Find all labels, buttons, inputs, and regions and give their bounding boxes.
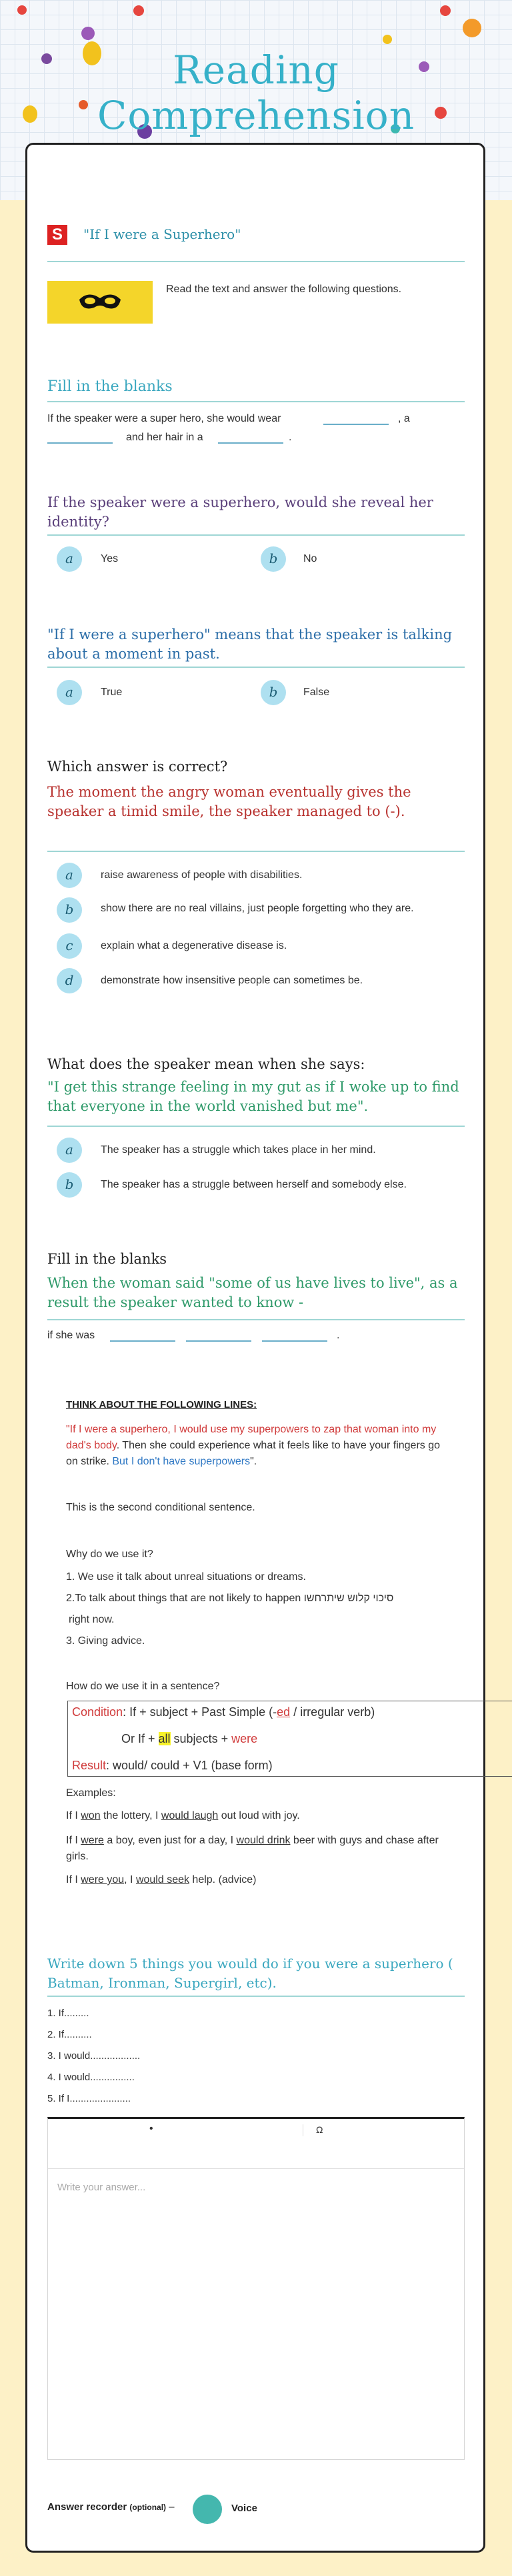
grammar-question: How do we use it in a sentence? xyxy=(66,1681,220,1692)
highlight-all: all xyxy=(158,1732,171,1745)
question-heading: Which answer is correct? xyxy=(47,759,228,775)
option-bubble[interactable]: a xyxy=(57,1138,82,1163)
option-bubble[interactable]: b xyxy=(57,897,82,923)
quote-text: . Then she could experience what it feels like to have your fingers go on strike. xyxy=(66,1440,441,1467)
result-label: Result xyxy=(72,1759,107,1772)
app-logo: S xyxy=(47,225,67,245)
sentence-text: . xyxy=(337,1330,340,1341)
example-verb: won xyxy=(81,1810,101,1821)
example-text: , I xyxy=(124,1874,136,1885)
question-heading: Fill in the blanks xyxy=(47,378,173,395)
example-verb: would drink xyxy=(236,1835,291,1846)
example-text: beer with guys and chase after girls. xyxy=(66,1835,439,1862)
option-label: No xyxy=(303,553,317,564)
option-label: Yes xyxy=(101,553,119,564)
sentence-text: , a xyxy=(398,413,410,424)
example-verb: would laugh xyxy=(161,1810,219,1821)
answer-line: 5. If I...................... xyxy=(47,2093,131,2104)
grammar-reason: 1. We use it talk about unreal situations or dreams. xyxy=(66,1571,306,1583)
condition-box xyxy=(67,1701,512,1777)
option-bubble[interactable]: b xyxy=(261,546,286,572)
answer-line: 2. If.......... xyxy=(47,2029,92,2040)
answer-editor xyxy=(47,2117,465,2460)
or-text: Or If + xyxy=(121,1732,159,1745)
answer-line: 1. If......... xyxy=(47,2008,89,2019)
option-bubble[interactable]: b xyxy=(261,680,286,705)
grammar-question: Why do we use it? xyxy=(66,1549,153,1560)
decor-dot xyxy=(133,5,144,16)
example-text: If I xyxy=(66,1810,81,1821)
question-text: "If I were a superhero" means that the speaker is talking about a moment in past. xyxy=(47,626,453,662)
divider xyxy=(47,851,465,852)
option-bubble[interactable]: a xyxy=(57,863,82,888)
superhero-mask-icon xyxy=(47,281,153,324)
example-line xyxy=(66,1833,453,1865)
condition-rule: : If + subject + Past Simple (- xyxy=(123,1705,277,1719)
example-verb: would seek xyxy=(135,1874,189,1885)
option-label: show there are no real villains, just people forgetting who they are. xyxy=(101,903,414,914)
example-verb: were you xyxy=(81,1874,125,1885)
blank-input[interactable] xyxy=(323,424,389,425)
quote-red-text: "If I were a superhero, I would use my superpowers to zap that woman into my dad's body xyxy=(66,1424,437,1451)
divider xyxy=(47,401,465,402)
example-text: If I xyxy=(66,1874,81,1885)
example-line xyxy=(66,1810,446,1822)
voice-record-button[interactable] xyxy=(193,2495,222,2524)
question-text: Write down 5 things you would do if you were a superhero ( Batman, Ironman, Supergirl, etc). xyxy=(47,1956,453,1991)
sentence-text: If the speaker were a super hero, she would wear xyxy=(47,413,281,424)
decor-dot xyxy=(383,35,392,44)
option-label: The speaker has a struggle which takes place in her mind. xyxy=(101,1144,376,1156)
examples-label: Examples: xyxy=(66,1787,116,1799)
grammar-reason: 3. Giving advice. xyxy=(66,1635,145,1647)
divider xyxy=(47,261,465,262)
mask-image xyxy=(47,281,153,324)
option-label: False xyxy=(303,687,330,698)
sentence-text: if she was xyxy=(47,1330,95,1341)
grammar-quote xyxy=(66,1422,446,1470)
answer-textarea[interactable]: Write your answer... xyxy=(57,2182,146,2193)
question-text: "I get this strange feeling in my gut as if I woke up to find that everyone in the world vanished but me". xyxy=(47,1079,459,1114)
option-label: demonstrate how insensitive people can sometimes be. xyxy=(101,975,363,986)
question-heading: Fill in the blanks xyxy=(47,1251,167,1267)
sentence-text: and her hair in a xyxy=(126,432,203,443)
answer-line: 4. I would................ xyxy=(47,2072,135,2083)
decor-dot xyxy=(440,5,451,16)
voice-label: Voice xyxy=(231,2503,257,2514)
blank-input[interactable] xyxy=(218,442,283,444)
question-heading: What does the speaker mean when she says: xyxy=(47,1056,365,1072)
example-verb: were xyxy=(81,1835,104,1846)
option-label: explain what a degenerative disease is. xyxy=(101,940,287,951)
option-bubble[interactable]: b xyxy=(57,1172,82,1198)
divider xyxy=(47,1126,465,1127)
example-text: out loud with joy. xyxy=(218,1810,300,1821)
option-label: The speaker has a struggle between herself and somebody else. xyxy=(101,1179,407,1190)
divider xyxy=(47,1996,465,1997)
grammar-heading: THINK ABOUT THE FOLLOWING LINES: xyxy=(66,1399,257,1410)
decor-dot xyxy=(17,5,27,15)
option-label: raise awareness of people with disabilities. xyxy=(101,869,303,881)
option-bubble[interactable]: d xyxy=(57,968,82,993)
recorder-label: Answer recorder xyxy=(47,2501,127,2513)
divider xyxy=(47,667,465,668)
question-text: When the woman said "some of us have lives to live", as a result the speaker wanted to know - xyxy=(47,1275,458,1310)
question-text: If the speaker were a superhero, would she reveal her identity? xyxy=(47,494,433,530)
recorder-optional: (optional) xyxy=(129,2503,167,2512)
divider xyxy=(47,1319,465,1320)
option-bubble[interactable]: a xyxy=(57,680,82,705)
decor-dot xyxy=(81,27,95,40)
worksheet-title: "If I were a Superhero" xyxy=(83,226,241,242)
or-text: subjects + xyxy=(170,1732,232,1745)
example-text: a boy, even just for a day, I xyxy=(103,1835,237,1846)
example-text: the lottery, I xyxy=(100,1810,161,1821)
example-line xyxy=(66,1874,446,1886)
grammar-reason: right now. xyxy=(69,1614,115,1625)
instruction-text: Read the text and answer the following questions. xyxy=(166,284,402,295)
blank-input[interactable] xyxy=(110,1340,175,1342)
editor-toolbar xyxy=(48,2119,464,2169)
blank-input[interactable] xyxy=(186,1340,251,1342)
option-bubble[interactable]: c xyxy=(57,933,82,959)
result-line xyxy=(72,1759,273,1773)
bullet-list-button[interactable]: • xyxy=(149,2123,153,2134)
page-title: Reading xyxy=(173,47,339,93)
condition-rule: / irregular verb) xyxy=(290,1705,375,1719)
grammar-reason: 2.To talk about things that are not likely to happen סיכוי קלוש שיתרחשו xyxy=(66,1593,394,1604)
divider xyxy=(47,534,465,536)
result-rule: : would/ could + V1 (base form) xyxy=(106,1759,273,1772)
blank-input[interactable] xyxy=(47,442,113,444)
condition-ed: ed xyxy=(277,1705,291,1719)
quote-text: ". xyxy=(250,1456,257,1467)
answer-line: 3. I would.................. xyxy=(47,2050,141,2062)
worksheet-card xyxy=(25,143,485,2553)
example-text: help. (advice) xyxy=(189,1874,257,1885)
blank-input[interactable] xyxy=(262,1340,327,1342)
condition-label: Condition xyxy=(72,1705,123,1719)
or-line xyxy=(121,1732,257,1746)
or-were: were xyxy=(231,1732,258,1745)
special-char-button[interactable]: Ω xyxy=(316,2124,323,2135)
quote-blue-text: But I don't have superpowers xyxy=(112,1456,251,1467)
option-label: True xyxy=(101,687,123,698)
example-text: If I xyxy=(66,1835,81,1846)
page-title: Comprehension xyxy=(97,93,415,138)
sentence-text: . xyxy=(289,432,292,443)
recorder-dash: – xyxy=(169,2501,175,2513)
option-bubble[interactable]: a xyxy=(57,546,82,572)
decor-dot xyxy=(463,19,481,37)
condition-line xyxy=(72,1705,375,1719)
recorder-row xyxy=(47,2501,175,2513)
question-text: The moment the angry woman eventually gives the speaker a timid smile, the speaker managed to (-). xyxy=(47,784,411,819)
grammar-note: This is the second conditional sentence. xyxy=(66,1502,255,1513)
